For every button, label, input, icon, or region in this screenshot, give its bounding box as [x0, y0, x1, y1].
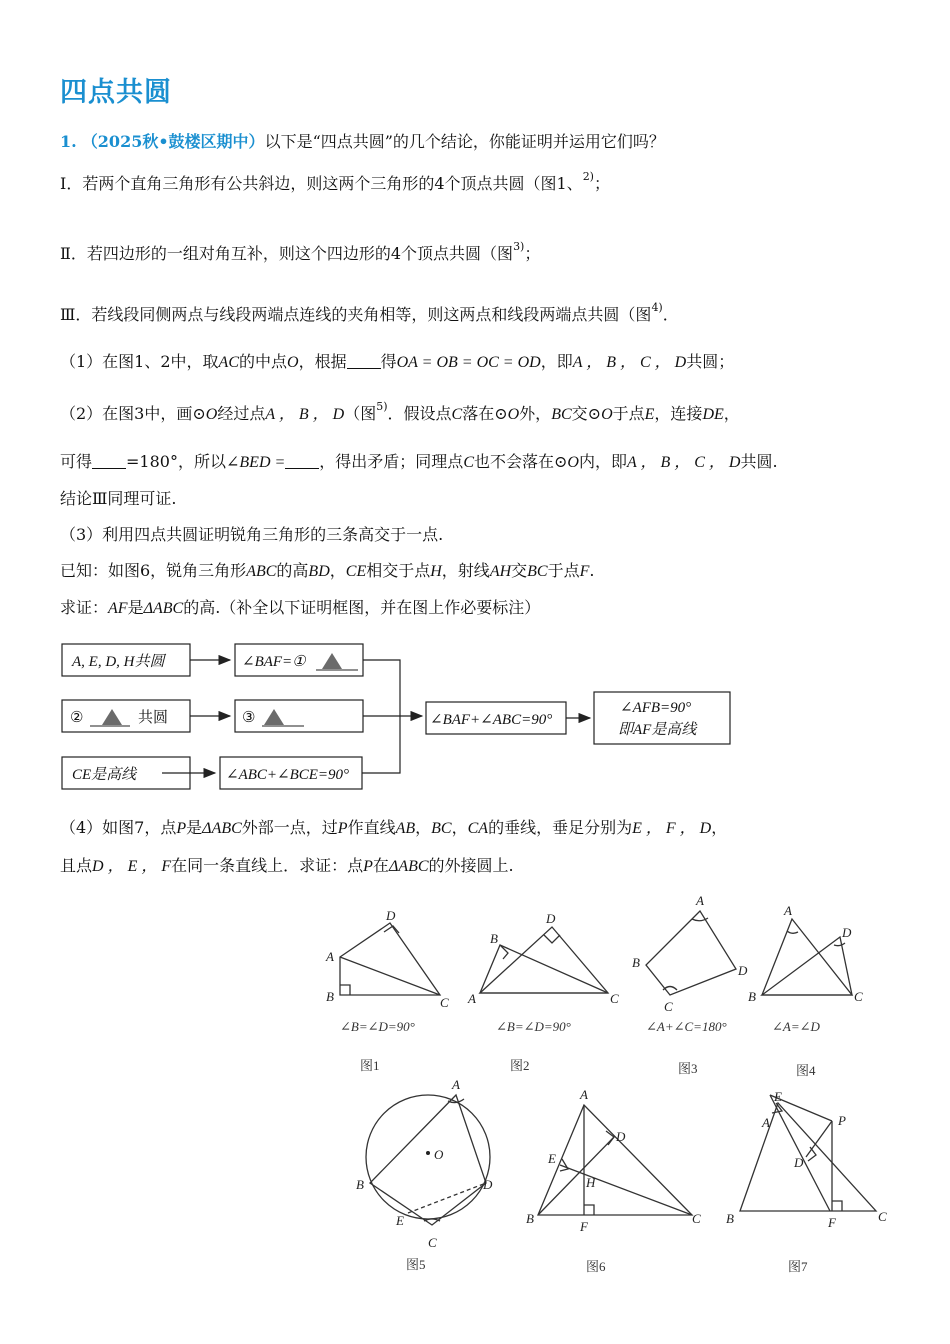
flow-box-6-text: ∠ABC+∠BCE=90°: [226, 767, 350, 783]
part-1: [60, 350, 900, 375]
part-2-text-f: 外，: [519, 404, 552, 423]
fig6-label-b: B: [526, 1211, 534, 1226]
fig3-label-a: A: [696, 893, 704, 908]
part-2b-text-a: 可得: [60, 452, 93, 471]
p4-text-b: 是: [186, 818, 203, 837]
fig5-label-a: A: [452, 1077, 460, 1092]
p4-l2-text-b: 在同一条直线上．求证：点: [171, 856, 364, 875]
conclusion-3: [60, 303, 900, 329]
fig3-label-c: C: [664, 999, 673, 1014]
known-h: H: [430, 563, 442, 580]
conclusion-1-text: Ⅰ．若两个直角三角形有公共斜边，则这两个三角形的4个顶点共圆（图1、: [60, 174, 583, 193]
fig1-caption: 图1: [360, 1058, 380, 1073]
p4-text-g: 的垂线，垂足分别为: [488, 818, 633, 837]
conclusion-3-sup: 4): [651, 301, 663, 314]
part-2b-circle: ⊙O: [554, 454, 579, 471]
p4-l2-tri: ΔABC: [388, 858, 429, 875]
p4-l2-text-d: 的外接圆上.: [428, 856, 514, 875]
answer-blank[interactable]: [285, 452, 319, 469]
p4-text-c: 外部一点，过: [241, 818, 338, 837]
question-1-header: [60, 130, 900, 154]
p4-text-f: ，: [451, 818, 468, 837]
figures-row-2: [340, 1075, 900, 1279]
fig1-label-d: D: [386, 908, 396, 923]
prove-text-c: 的高.（补全以下证明框图，并在图上作必要标注）: [183, 598, 541, 617]
fig7-caption: 图7: [788, 1259, 808, 1274]
fig7-label-e: E: [774, 1089, 782, 1104]
part-1-ac: AC: [218, 354, 239, 371]
figure-7: [740, 1095, 876, 1211]
part-2-circle-2: ⊙O: [494, 406, 520, 423]
prove-tri: ΔABC: [143, 600, 184, 617]
fig7-label-f: F: [828, 1215, 836, 1230]
part-2-circle-3: ⊙O: [587, 406, 613, 423]
fig6-caption: 图6: [586, 1259, 606, 1274]
p4-l2-p: P: [363, 858, 373, 875]
part-2-text-j: ，: [723, 404, 740, 423]
p4-l2-text-a: 且点: [60, 856, 93, 875]
part-3-head: （3）利用四点共圆证明锐角三角形的三条高交于一点.: [60, 525, 444, 544]
part-2-text-d: ．假设点: [387, 404, 452, 423]
fig5-label-e: E: [396, 1213, 404, 1228]
p4-bc: BC: [431, 820, 452, 837]
fig1-label-b: B: [326, 989, 334, 1004]
part-2-text-h: 于点: [612, 404, 645, 423]
flow-box-1-text: A, E, D, H共圆: [72, 654, 165, 670]
fig5-label-d: D: [483, 1177, 493, 1192]
conclusion-1-end: ；: [593, 174, 610, 193]
fig5-caption: 图5: [406, 1257, 426, 1272]
fig3-condition: ∠A+∠C=180°: [646, 1019, 727, 1034]
p4-p: P: [176, 820, 187, 837]
known-f: F: [579, 563, 590, 580]
answer-blank[interactable]: [347, 352, 381, 369]
fig6-label-a: A: [580, 1087, 588, 1102]
p4-l2-points: D ， E ， F: [92, 858, 172, 875]
part-2b-text-d: ，得出矛盾；同理点: [319, 452, 464, 471]
fig4-label-b: B: [748, 989, 756, 1004]
flow-box-5-text: CE是高线: [72, 767, 137, 783]
part-2-continued: [60, 450, 900, 475]
part-1-text-b: 的中点: [239, 352, 288, 371]
part-2-e: E: [644, 406, 655, 423]
fig7-label-c: C: [878, 1209, 887, 1224]
fig6-label-f: F: [580, 1219, 588, 1234]
fig3-caption: 图3: [678, 1061, 698, 1076]
known-ah: AH: [489, 563, 512, 580]
known-bd: BD: [308, 563, 330, 580]
part-4: [60, 816, 900, 841]
fig5-label-b: B: [356, 1177, 364, 1192]
p4-p2: P: [337, 820, 348, 837]
fig3-label-d: D: [738, 963, 748, 978]
part-2-sup: 5): [376, 400, 388, 413]
fig6-label-h: H: [586, 1175, 596, 1190]
part-1-o: O: [287, 354, 299, 371]
conclusion-3-text: Ⅲ．若线段同侧两点与线段两端点连线的夹角相等，则这两点和线段两端点共圆（图: [60, 305, 652, 324]
fig2-label-d: D: [546, 911, 556, 926]
known-ce: CE: [345, 563, 367, 580]
part-1-text-c: ，根据: [298, 352, 347, 371]
part-2b-text-f: 内，即: [578, 452, 627, 471]
flow-box-2-text: ∠BAF=①: [242, 654, 306, 670]
known-text-a: 已知：如图6，锐角三角形: [60, 561, 247, 580]
figure-3: [646, 911, 736, 995]
figure-5: [366, 1095, 490, 1225]
prove-text-a: 求证：: [60, 598, 109, 617]
fig7-label-d: D: [794, 1155, 804, 1170]
part-1-text-a: （1）在图1、2中，取: [60, 352, 219, 371]
known-text-h: .: [589, 561, 595, 580]
part-2-text-c: （图: [344, 404, 377, 423]
fig5-label-o: O: [434, 1147, 444, 1162]
p4-l2-text-c: 在: [372, 856, 389, 875]
conclusion-3-end: ．: [662, 305, 679, 324]
p4-text-a: （4）如图7，点: [60, 818, 177, 837]
fig1-condition: ∠B=∠D=90°: [340, 1019, 415, 1034]
fig7-label-p: P: [838, 1113, 846, 1128]
part-2-de: DE: [702, 406, 724, 423]
question-number: 1.: [60, 132, 77, 151]
conclusion-2-end: ；: [524, 244, 541, 263]
known-text-f: 交: [511, 561, 528, 580]
part-2: [60, 402, 900, 428]
part-1-equation: OA = OB = OC = OD: [396, 354, 541, 371]
flow-box-3-tail: 共圆: [138, 710, 169, 726]
part-1-points: A ， B ， C ， D: [572, 354, 687, 371]
conclusion-2-text: Ⅱ．若四边形的一组对角互补，则这个四边形的4个顶点共圆（图: [60, 244, 514, 263]
fig1-label-c: C: [440, 995, 449, 1010]
part-1-text-d: 得: [380, 352, 397, 371]
conclusion-1: [60, 172, 900, 198]
part-2-circle: ⊙O: [192, 406, 218, 423]
part-2-c: C: [451, 406, 463, 423]
fig2-condition: ∠B=∠D=90°: [496, 1019, 571, 1034]
question-intro: 以下是“四点共圆”的几个结论，你能证明并运用它们吗？: [264, 132, 665, 151]
part-2b-text-c: ，所以: [177, 452, 226, 471]
flow-box-8-line2: 即AF是高线: [618, 722, 697, 738]
part-2-text-g: 交: [571, 404, 588, 423]
fig5-center-dot: [426, 1151, 430, 1155]
figure-2: [480, 927, 608, 993]
figure-4: [762, 919, 852, 995]
conclusion-1-sup: 2): [582, 170, 594, 183]
fig4-label-c: C: [854, 989, 863, 1004]
part-2b-text-g: 共圆.: [740, 452, 778, 471]
fig7-label-b: B: [726, 1211, 734, 1226]
figures-row-1: [300, 885, 900, 1089]
part-3-known: [60, 559, 900, 584]
p4-text-e: ，: [415, 818, 432, 837]
prove-af: AF: [108, 600, 128, 617]
part-2b-text-b: =180°: [126, 452, 178, 471]
fig2-label-b: B: [490, 931, 498, 946]
p4-text-h: ，: [711, 818, 728, 837]
fig4-caption: 图4: [796, 1063, 816, 1078]
flow-box-4-num: ③: [242, 710, 256, 726]
part-1-text-f: 共圆；: [686, 352, 735, 371]
part-3-prove: [60, 596, 900, 621]
p4-text-d: 作直线: [347, 818, 396, 837]
fig4-label-d: D: [842, 925, 852, 940]
known-text-g: 于点: [547, 561, 580, 580]
conclusion-2-sup: 3): [513, 240, 525, 253]
part-2-note: 结论Ⅲ同理可证.: [60, 489, 177, 508]
question-source: （2025秋•鼓楼区期中）: [81, 132, 265, 151]
proof-flowchart: [0, 630, 950, 804]
known-text-e: ，射线: [441, 561, 490, 580]
fig1-label-a: A: [326, 949, 334, 964]
fig6-label-d: D: [616, 1129, 626, 1144]
known-text-c: ，: [329, 561, 346, 580]
figure-1: [340, 923, 440, 995]
flow-box-7-text: ∠BAF+∠ABC=90°: [430, 712, 553, 728]
fig6-label-c: C: [692, 1211, 701, 1226]
fig4-label-a: A: [784, 903, 792, 918]
part-2-bc: BC: [551, 406, 572, 423]
known-bc: BC: [527, 563, 548, 580]
part-1-text-e: ，即: [540, 352, 573, 371]
page-title: 四点共圆: [60, 77, 172, 108]
fig2-caption: 图2: [510, 1058, 530, 1073]
fig3-label-b: B: [632, 955, 640, 970]
flow-box-8-line1: ∠AFB=90°: [620, 700, 692, 716]
part-2-points: A ， B ， D: [265, 406, 345, 423]
p4-ab: AB: [395, 820, 416, 837]
known-abc: ABC: [246, 563, 277, 580]
part-2b-angle: ∠BED =: [225, 454, 286, 471]
part-2b-points: A ， B ， C ， D: [626, 454, 741, 471]
fig2-label-c: C: [610, 991, 619, 1006]
p4-ca: CA: [467, 820, 489, 837]
part-2-text-b: 经过点: [217, 404, 266, 423]
fig6-label-e: E: [548, 1151, 556, 1166]
fig2-label-a: A: [468, 991, 476, 1006]
p4-points: E ， F ， D: [632, 820, 712, 837]
known-text-b: 的高: [276, 561, 309, 580]
part-2-text-i: ，连接: [654, 404, 703, 423]
fig5-label-c: C: [428, 1235, 437, 1250]
flow-box-3-num: ②: [70, 710, 84, 726]
answer-blank[interactable]: [92, 452, 126, 469]
part-2b-text-e: 也不会落在: [473, 452, 554, 471]
figure-6: [538, 1105, 692, 1215]
part-2-text-e: 落在: [462, 404, 495, 423]
part-2b-c: C: [463, 454, 474, 471]
prove-text-b: 是: [127, 598, 144, 617]
conclusion-2: [60, 242, 900, 268]
part-4-line-2: [60, 854, 900, 879]
part-2-text-a: （2）在图3中，画: [60, 404, 193, 423]
known-text-d: 相交于点: [366, 561, 431, 580]
fig4-condition: ∠A=∠D: [772, 1019, 820, 1034]
p4-tri: ΔABC: [202, 820, 242, 837]
fig7-label-a: A: [762, 1115, 770, 1130]
